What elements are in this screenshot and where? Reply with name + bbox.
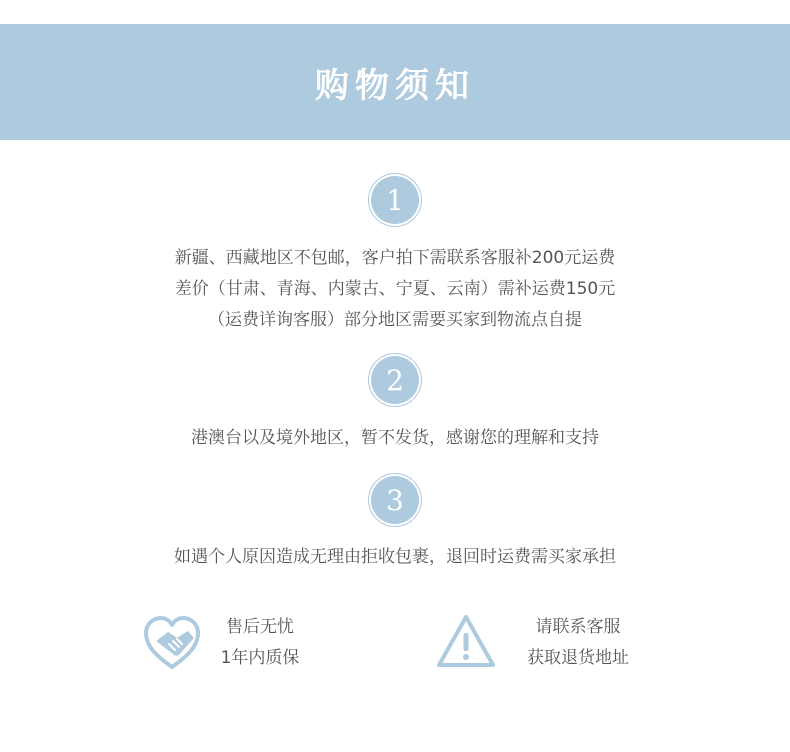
page-title: 购物须知 [315, 65, 475, 106]
step-number-badge: 3 [371, 476, 419, 524]
notice-line: 差价（甘肃、青海、内蒙古、宁夏、云南）需补运费150元 [174, 279, 616, 299]
step-number-badge: 1 [371, 176, 419, 224]
notice-line: （运费详询客服）部分地区需要买家到物流点自提 [208, 310, 582, 330]
feature-line: 1年内质保 [220, 648, 300, 668]
notice-line: 港澳台以及境外地区，暂不发货，感谢您的理解和支持 [191, 428, 599, 448]
notice-line: 新疆、西藏地区不包邮，客户拍下需联系客服补200元运费 [174, 248, 616, 268]
notice-text-2 [0, 423, 790, 454]
feature-line: 获取退货地址 [527, 648, 629, 668]
feature-return-address [498, 612, 658, 674]
feature-line: 售后无忧 [226, 617, 294, 637]
step-number-badge: 2 [371, 356, 419, 404]
notice-text-1 [0, 243, 790, 336]
feature-line: 请联系客服 [535, 617, 621, 637]
notice-text-3 [0, 542, 790, 573]
warning-triangle-icon [436, 613, 496, 673]
title-banner [0, 24, 790, 140]
feature-after-sales [180, 612, 340, 674]
notice-line: 如遇个人原因造成无理由拒收包裹，退回时运费需买家承担 [174, 547, 616, 567]
